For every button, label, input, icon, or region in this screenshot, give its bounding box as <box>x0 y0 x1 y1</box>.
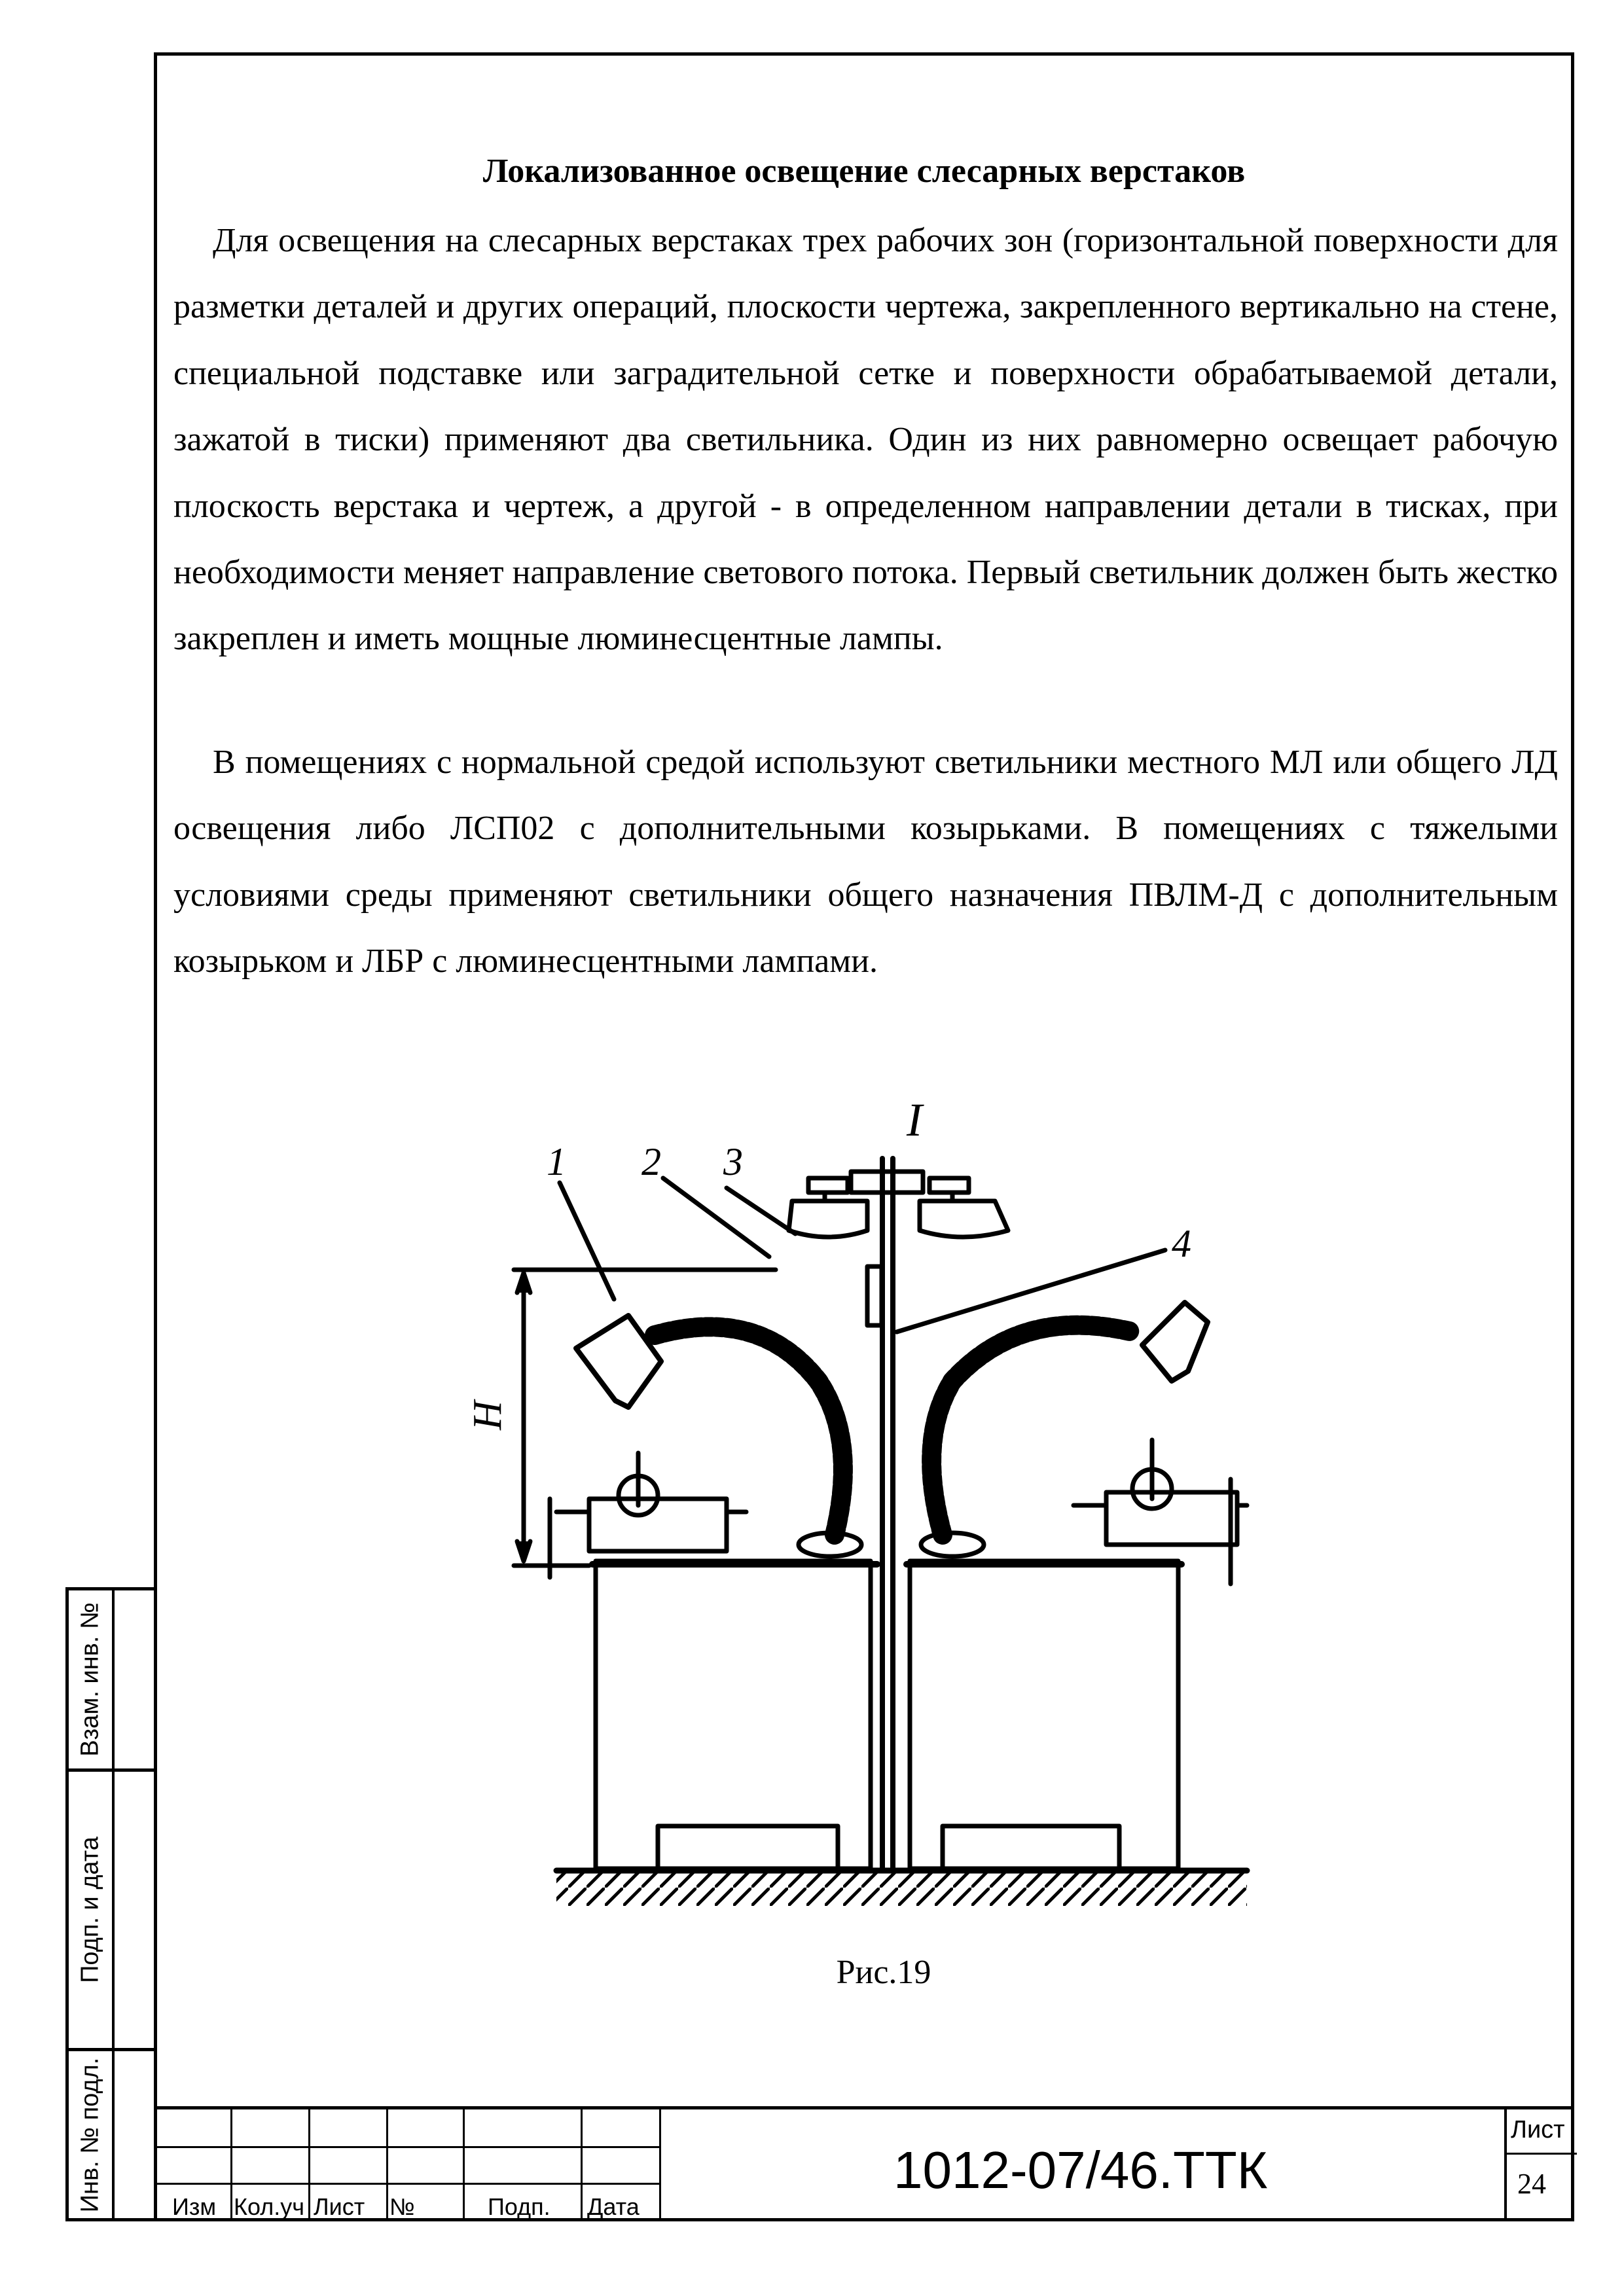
figure-label-3: 3 <box>723 1140 743 1183</box>
figure-label-2: 2 <box>641 1140 661 1183</box>
stamp-inv-label: Инв. № подл. <box>76 2057 104 2212</box>
paragraph-2: В помещениях с нормальной средой используют светильники местного МЛ или общего ЛД освещения либо ЛСП02 с дополнительными козырьками. В помещениях с тяжелыми условиями среды применяют светильники общего назначения ПВЛМ-Д с дополнительным козырьком и ЛБР с люминесцентными лампами. <box>173 744 1558 980</box>
header-list: Лист <box>314 2193 365 2220</box>
sheet-label: Лист <box>1511 2116 1565 2144</box>
figure-label-1: 1 <box>547 1140 566 1183</box>
header-podp: Подп. <box>488 2193 550 2220</box>
title-block <box>154 2106 1574 2221</box>
stamp-podp-label: Подп. и дата <box>76 1837 104 1983</box>
header-kol-uch: Кол.уч <box>234 2193 304 2220</box>
document-code: 1012-07/46.ТТК <box>893 2141 1268 2199</box>
figure-caption: Рис.19 <box>836 1954 931 1991</box>
stamp-podp <box>65 1768 157 2051</box>
revision-table <box>154 2109 661 2225</box>
paragraph-1: Для освещения на слесарных верстаках трех рабочих зон (горизонтальной поверхности для разметки деталей и других операций, плоскости чертежа, закрепленного вертикально на стене, специальной подставке или заградительной сетке и поверхности обрабатываемой детали, зажатой в тиски) применяют два светильника. Один из них равномерно освещает рабочую плоскость верстака и чертеж, а другой - в определенном направлении детали в тисках, при необходимости меняет направление светового потока. Первый светильник должен быть жестко закреплен и иметь мощные люминесцентные лампы. <box>173 222 1558 658</box>
stamp-vzam <box>65 1587 157 1772</box>
sheet-box <box>1504 2109 1577 2221</box>
workbench-lighting-figure <box>465 1080 1257 1787</box>
stamp-inv <box>65 2048 157 2221</box>
sheet-number: 24 <box>1517 2168 1546 2200</box>
header-number: № <box>389 2193 415 2220</box>
figure-label-H: H <box>465 1401 510 1430</box>
header-izm: Изм <box>172 2193 217 2220</box>
figure-label-4: 4 <box>1172 1222 1191 1265</box>
figure-label-I: I <box>907 1094 922 1146</box>
header-data: Дата <box>587 2193 640 2220</box>
stamp-vzam-label: Взам. инв. № <box>76 1602 104 1757</box>
section-title: Локализованное освещение слесарных верстаков <box>482 152 1246 190</box>
